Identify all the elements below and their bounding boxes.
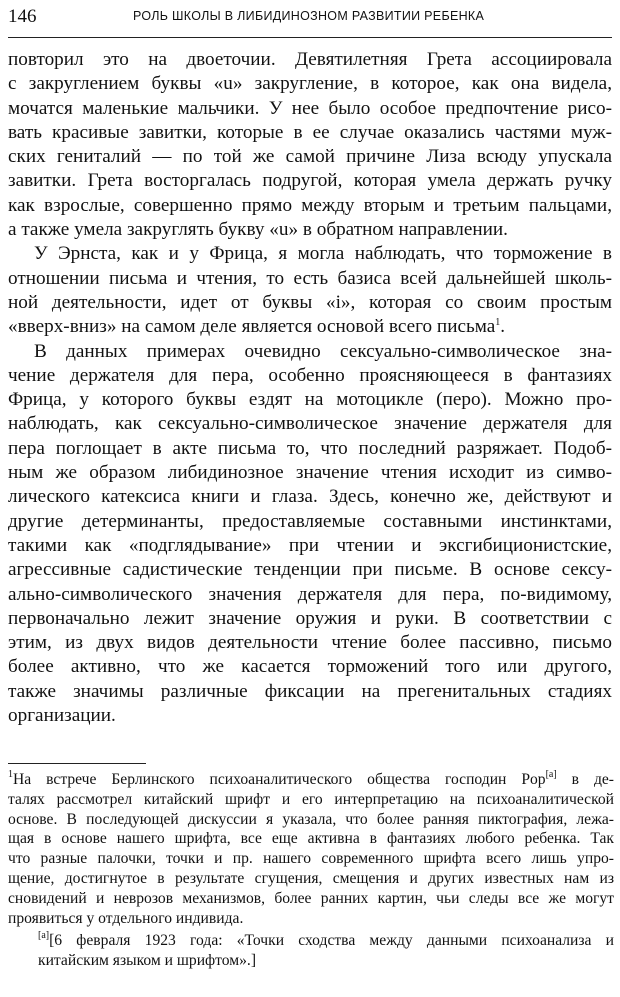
footnote-line: проявиться у отдельного индивида. bbox=[8, 909, 244, 927]
text-line: также значимы различные фиксации на прегенитальных стадиях bbox=[8, 680, 612, 702]
footnote-line: основе. В последующей дискуссии я указала, что более ранняя пиктография, лежа- bbox=[8, 810, 614, 828]
text-line: вать красивые завитки, которые в ее случае оказались частями муж- bbox=[8, 121, 612, 143]
text-line: ских гениталий — по той же самой причине Лиза всюду упускала bbox=[8, 146, 612, 168]
footnote-line: что разные палочки, точки и пр. нашего современного шрифта всего лишь упро- bbox=[8, 850, 614, 868]
text-fragment: в де- bbox=[556, 771, 614, 788]
footnote-line bbox=[8, 770, 614, 790]
text-line: первоначально лежит значение оружия и руки. В соответствии с bbox=[8, 607, 612, 629]
footnotes bbox=[8, 770, 614, 971]
footnote-line: талях рассмотрел китайский шрифт и его интерпретацию на психоаналитической bbox=[8, 790, 614, 808]
text-fragment: . bbox=[500, 316, 506, 338]
text-line: ально-символического значения держателя для пера, по-видимому, bbox=[8, 583, 612, 605]
text-line: другие детерминанты, предоставляемые составными инстинктами, bbox=[8, 510, 612, 532]
footnote-line: сновидений и неврозов механизмов, более ранних картин, чьи следы все же могут bbox=[8, 889, 614, 907]
text-line: наблюдать, как сексуально-символическое значение держателя для bbox=[8, 413, 612, 435]
footnote-line: щение, достигнутое в результате сгущения, смещения и других известных нам из bbox=[8, 869, 614, 887]
text-line: а также умела закруглять букву «u» в обратном направлении. bbox=[8, 219, 508, 241]
text-line: организации. bbox=[8, 705, 116, 727]
header-rule bbox=[8, 37, 612, 38]
text-line: чение держателя для пера, особенно проясняющееся в фантазиях bbox=[8, 364, 612, 386]
text-line: ной деятельности, идет от буквы «i», которая со своим простым bbox=[8, 291, 612, 313]
footnote-line: щая в основе нашего шрифта, все еще активна в фантазиях любого ребенка. Так bbox=[8, 830, 614, 848]
text-line: этим, из двух видов деятельности чтение более пассивно, письмо bbox=[8, 632, 612, 654]
text-line: пера поглощает в акте письма то, что последний разряжает. Подоб- bbox=[8, 437, 612, 459]
text-line: отношении письма и чтения, то есть базиса всей дальнейшей школь- bbox=[8, 267, 612, 289]
footnote-a bbox=[8, 931, 614, 971]
footnote-reference[interactable]: [a] bbox=[545, 769, 557, 780]
text-line: с закруглением буквы «u» закругление, в которое, как она видела, bbox=[8, 73, 612, 95]
footnote-reference[interactable]: 1 bbox=[495, 317, 501, 329]
footnote-line: китайским языком и шрифтом».] bbox=[38, 952, 257, 970]
text-line: такими как «подглядывание» при чтении и эксгибиционистские, bbox=[8, 534, 612, 556]
text-line: повторил это на двоеточии. Девятилетняя Грета ассоциировала bbox=[8, 49, 612, 70]
text-line: ным же образом либидинозное значение чтения исходит из симво- bbox=[8, 462, 612, 484]
footnote-1 bbox=[8, 770, 614, 928]
text-fragment: [6 февраля 1923 года: «Точки сходства между данными психоанализа и bbox=[49, 932, 614, 950]
running-head: РОЛЬ ШКОЛЫ В ЛИБИДИНОЗНОМ РАЗВИТИИ РЕБЕНКА bbox=[133, 9, 485, 23]
text-line: В данных примерах очевидно сексуально-символическое зна- bbox=[34, 340, 612, 362]
footnote-line bbox=[8, 931, 614, 951]
footnote-marker: [a] bbox=[38, 930, 50, 942]
text-fragment: «вверх-вниз» на самом деле является основой всего письма bbox=[8, 316, 496, 338]
text-line: У Эрнста, как и у Фрица, я могла наблюдать, что торможение в bbox=[34, 243, 612, 265]
footnote-separator bbox=[8, 763, 146, 764]
footnote-marker: 1 bbox=[8, 769, 13, 780]
text-line: Фрица, у которого буквы ездят на мотоцикле (перо). Можно про- bbox=[8, 389, 612, 411]
text-line: мочатся маленькие мальчики. У нее было особое предпочтение рисо- bbox=[8, 97, 612, 119]
text-line: как взрослые, совершенно прямо между вторым и третьим пальцами, bbox=[8, 194, 612, 216]
paragraph-3 bbox=[8, 340, 612, 729]
text-line: более активно, что же касается торможений того или другого, bbox=[8, 656, 612, 678]
text-line: завитки. Грета восторгалась подругой, которая умела держать ручку bbox=[8, 170, 612, 192]
text-line: лического катексиса книги и глаза. Здесь, конечно же, действуют и bbox=[8, 486, 612, 508]
paragraph-2 bbox=[8, 242, 612, 339]
page-number: 146 bbox=[8, 6, 37, 27]
main-text bbox=[8, 48, 612, 728]
text-fragment: На встрече Берлинского психоаналитического общества господин Pop bbox=[13, 771, 546, 788]
page-header bbox=[0, 4, 620, 36]
paragraph-1 bbox=[8, 48, 612, 242]
text-line bbox=[8, 315, 612, 339]
text-line: агрессивные садистические тенденции при письме. В основе сексу- bbox=[8, 559, 612, 581]
